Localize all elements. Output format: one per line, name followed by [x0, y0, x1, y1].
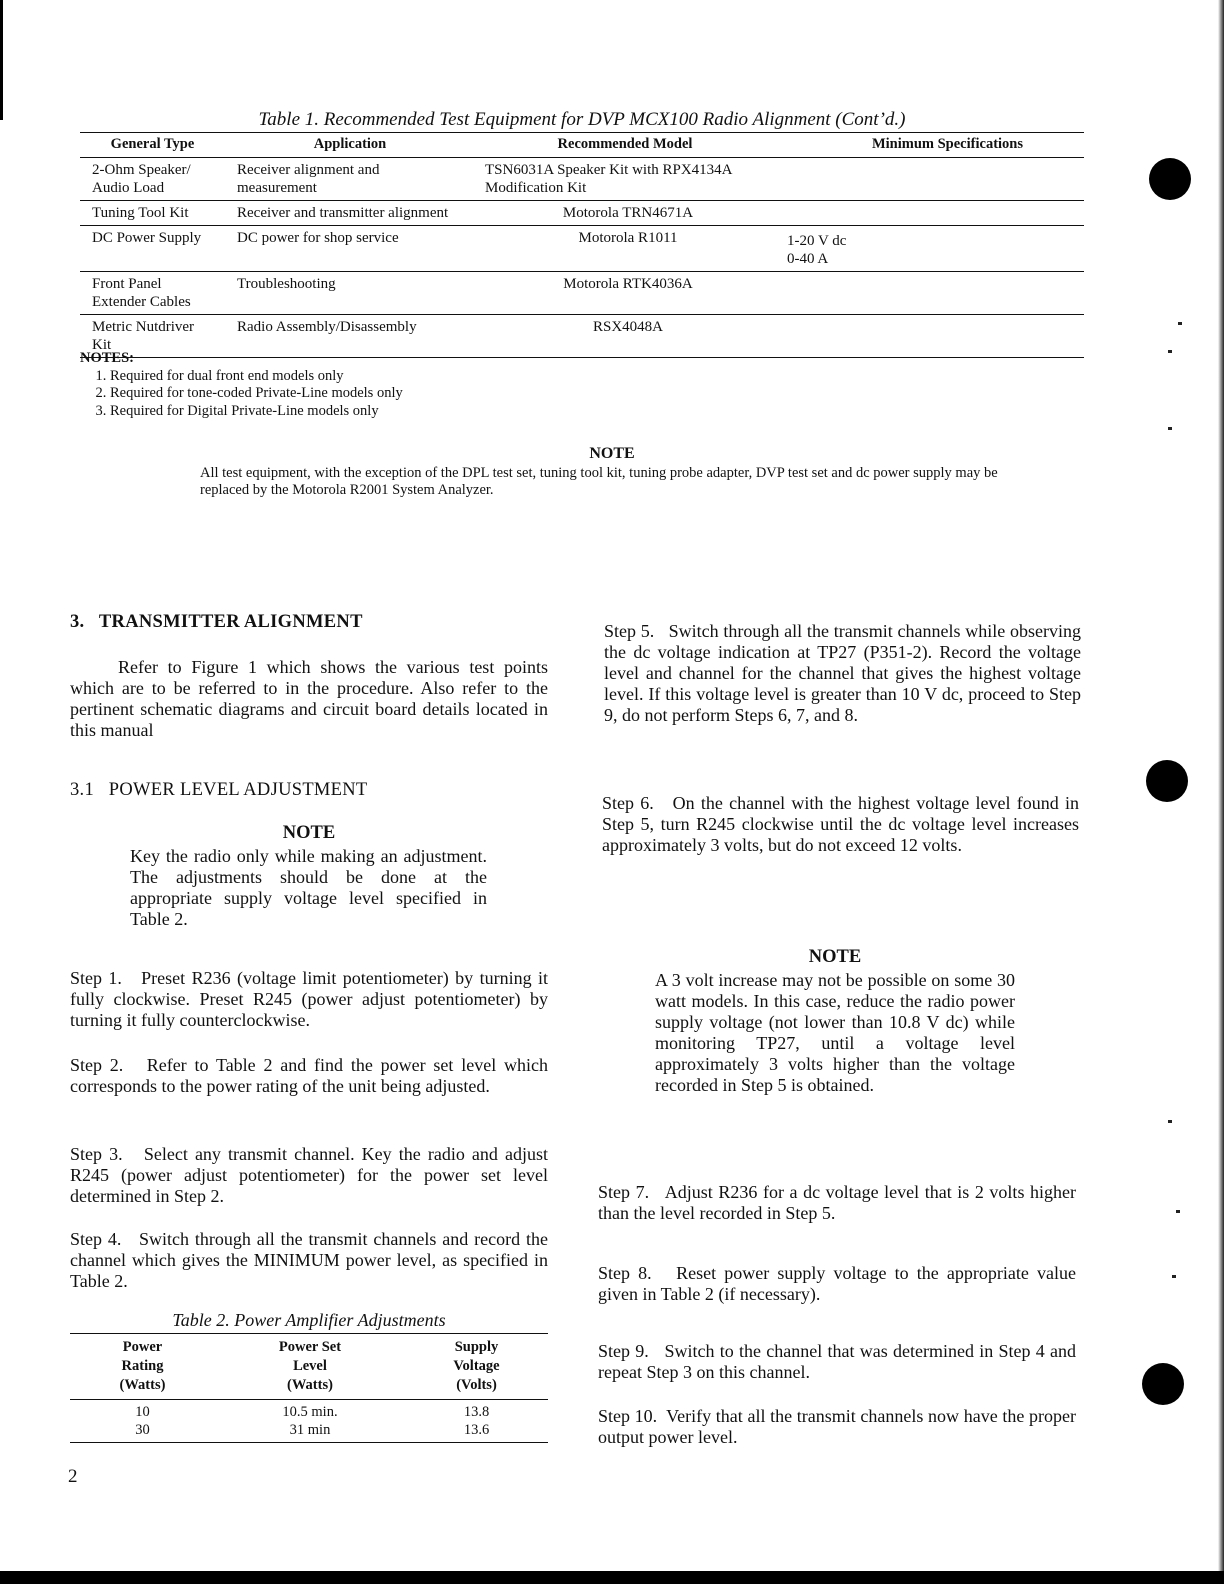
table-cell: Receiver alignment and measurement	[225, 158, 475, 201]
list-item: 1. Required for dual front end models only	[110, 368, 403, 386]
step-7: Step 7. Adjust R236 for a dc voltage level that is 2 volts higher than the level recorded in Step 5.	[598, 1182, 1081, 1223]
step-8: Step 8. Reset power supply voltage to the appropriate value given in Table 2 (if necessary).	[598, 1263, 1081, 1304]
table-cell: 10	[135, 1404, 150, 1420]
table-cell: 1-20 V dc 0-40 A	[775, 226, 1084, 272]
step-note-text: A 3 volt increase may not be possible on some 30 watt models. In this case, reduce the radio power supply voltage (not lower than 10.8 V dc) while monitoring TP27, until a voltage level approximately 3 volts higher than the voltage recorded in Step 5 is obtained.	[655, 970, 1015, 1095]
table-cell: TSN6031A Speaker Kit with RPX4134A Modification Kit	[475, 158, 775, 201]
scan-edge-bottom	[0, 1571, 1224, 1584]
table1-title: Table 1. Recommended Test Equipment for DVP MCX100 Radio Alignment (Cont’d.)	[258, 109, 906, 130]
scan-speck	[1172, 1275, 1176, 1278]
step-2: Step 2. Refer to Table 2 and find the power set level which corresponds to the power rating of the unit being adjusted.	[70, 1055, 553, 1096]
table-cell: Metric Nutdriver Kit	[80, 315, 225, 358]
table2-title: Table 2. Power Amplifier Adjustments	[172, 1310, 446, 1330]
table-cell: Radio Assembly/Disassembly	[225, 315, 475, 358]
table-cell: Troubleshooting	[225, 272, 475, 315]
table-cell: 31 min	[215, 1421, 405, 1443]
step-5: Step 5. Switch through all the transmit channels while observing the dc voltage indication at TP27 (P351-2). Record the voltage level and channel for the channel that gives the highest voltage level. If this voltage level is greater than 10 V dc, proceed to Step 9, do not perform Steps 6, 7, and 8.	[604, 621, 1086, 725]
step-10: Step 10. Verify that all the transmit channels now have the proper output power level.	[598, 1406, 1081, 1447]
table-cell: Tuning Tool Kit	[80, 201, 225, 226]
scan-speck	[1168, 350, 1172, 353]
table1	[80, 132, 1084, 358]
scan-speck	[1168, 1120, 1172, 1123]
list-item: 3. Required for Digital Private-Line models only	[110, 403, 403, 421]
table-cell: Motorola RTK4036A	[475, 272, 775, 315]
table-cell: Receiver and transmitter alignment	[225, 201, 475, 226]
table-cell: DC Power Supply	[80, 226, 225, 272]
step-6: Step 6. On the channel with the highest voltage level found in Step 5, turn R245 clockwise until the dc voltage level increases approximately 3 volts, but do not exceed 12 volts.	[602, 793, 1084, 855]
table-row	[80, 158, 1084, 201]
section-31-heading: 3.1 POWER LEVEL ADJUSTMENT	[70, 780, 368, 800]
binder-hole	[1142, 1363, 1184, 1405]
step-3: Step 3. Select any transmit channel. Key the radio and adjust R245 (power adjust potentiometer) for the power set level determined in Step 2.	[70, 1144, 553, 1206]
scan-speck	[1178, 322, 1182, 325]
scan-edge-right	[1218, 0, 1224, 1584]
page-number: 2	[68, 1466, 78, 1487]
notes-heading: NOTES:	[80, 350, 134, 366]
step-note-heading: NOTE	[808, 947, 862, 967]
table-cell: 13.8	[463, 1404, 490, 1420]
table2-header-supply-voltage: Supply Voltage (Volts)	[405, 1334, 548, 1400]
section-3-intro: Refer to Figure 1 which shows the various test points which are to be referred to in the procedure. Also refer to the pertinent schematic diagrams and circuit board details located in this manual	[70, 657, 548, 740]
table1-header-general-type: General Type	[80, 133, 225, 158]
table1-header-minimum-specifications: Minimum Specifications	[775, 133, 1084, 158]
section-31-note-heading: NOTE	[282, 823, 336, 843]
table-cell	[775, 158, 1084, 201]
table-cell	[775, 201, 1084, 226]
general-note-text: All test equipment, with the exception of the DPL test set, tuning tool kit, tuning probe adapter, DVP test set and dc power supply may be replaced by the Motorola R2001 System Analyzer.	[200, 465, 998, 498]
table-cell: 10.5 min.	[282, 1404, 338, 1420]
table-cell: Motorola R1011	[475, 226, 775, 272]
table-row	[70, 1421, 548, 1443]
table-row	[80, 201, 1084, 226]
scan-speck	[1168, 427, 1172, 430]
table-cell: 30	[70, 1421, 215, 1443]
scan-speck	[1176, 1210, 1180, 1213]
table-cell	[775, 272, 1084, 315]
table-cell: DC power for shop service	[225, 226, 475, 272]
table-cell: 2-Ohm Speaker/ Audio Load	[80, 158, 225, 201]
table-row	[80, 272, 1084, 315]
section-31-note-text: Key the radio only while making an adjustment. The adjustments should be done at the appropriate supply voltage level specified in Table 2.	[130, 846, 487, 929]
step-9: Step 9. Switch to the channel that was determined in Step 4 and repeat Step 3 on this channel.	[598, 1341, 1081, 1382]
table2	[70, 1333, 548, 1443]
list-item: 2. Required for tone-coded Private-Line models only	[110, 385, 403, 403]
binder-hole	[1149, 158, 1191, 200]
table-cell: Front Panel Extender Cables	[80, 272, 225, 315]
general-note-heading: NOTE	[589, 445, 635, 462]
table2-header-power-rating: Power Rating (Watts)	[70, 1334, 215, 1400]
step-4: Step 4. Switch through all the transmit channels and record the channel which gives the MINIMUM power level, as specified in Table 2.	[70, 1229, 553, 1291]
table1-header-recommended-model: Recommended Model	[475, 133, 775, 158]
table-row	[70, 1400, 548, 1422]
table2-header-power-set-level: Power Set Level (Watts)	[215, 1334, 405, 1400]
table1-header-application: Application	[225, 133, 475, 158]
table-row	[80, 226, 1084, 272]
scan-edge-left	[0, 0, 3, 120]
table-cell: 13.6	[405, 1421, 548, 1443]
table1-notes	[80, 350, 403, 420]
step-1: Step 1. Preset R236 (voltage limit potentiometer) by turning it fully clockwise. Preset R245 (power adjust potentiometer) by turning it fully counterclockwise.	[70, 968, 553, 1030]
table-cell	[775, 315, 1084, 358]
table-cell: RSX4048A	[475, 315, 775, 358]
binder-hole	[1146, 760, 1188, 802]
table-cell: Motorola TRN4671A	[475, 201, 775, 226]
section-3-heading: 3. TRANSMITTER ALIGNMENT	[70, 612, 363, 632]
